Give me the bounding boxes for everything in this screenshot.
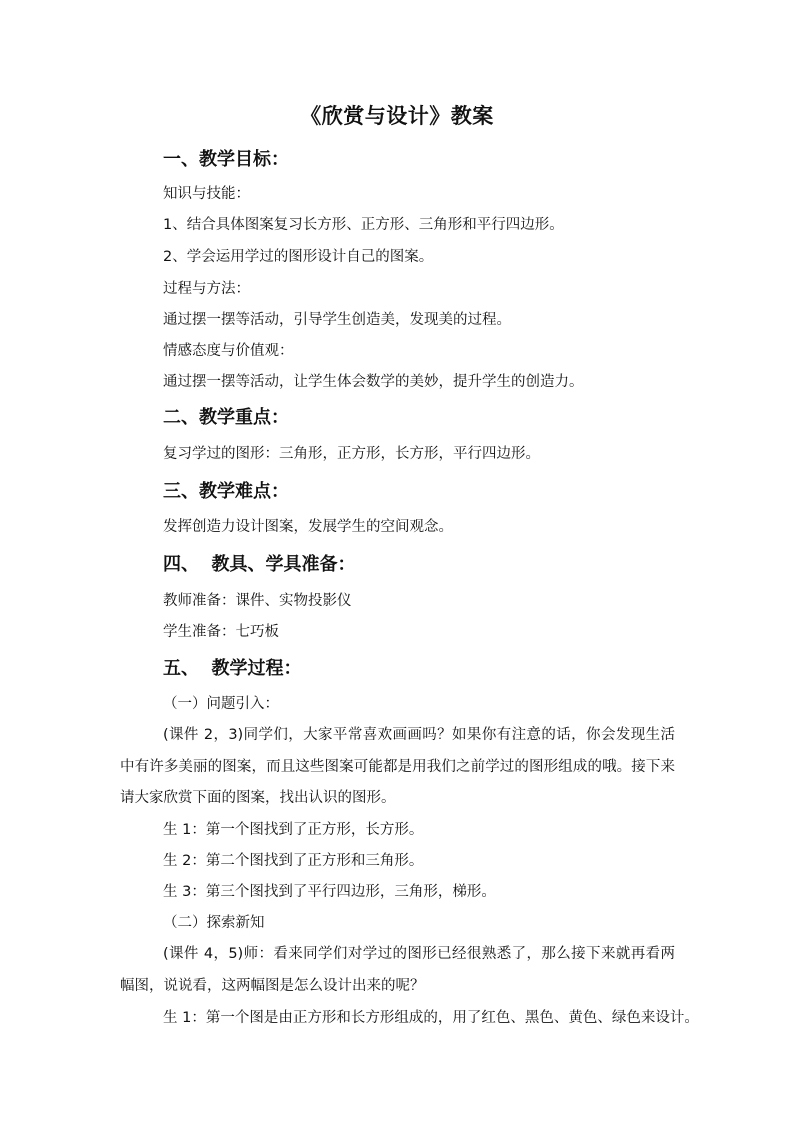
part1-title: （一）问题引入： xyxy=(163,696,279,712)
teacher-materials: 教师准备：课件、实物投影仪 xyxy=(163,593,352,609)
difficulties-text: 发挥创造力设计图案，发展学生的空间观念。 xyxy=(163,519,453,535)
emotion-label: 情感态度与价值观： xyxy=(163,343,294,359)
knowledge-item-1: 1、结合具体图案复习长方形、正方形、三角形和平行四边形。 xyxy=(163,217,564,233)
section-heading-key-points: 二、教学重点： xyxy=(163,407,289,428)
key-points-text: 复习学过的图形：三角形，正方形，长方形，平行四边形。 xyxy=(163,446,540,462)
section-heading-process: 五、 教学过程： xyxy=(163,658,302,679)
emotion-text: 通过摆一摆等活动，让学生体会数学的美妙，提升学生的创造力。 xyxy=(163,374,584,390)
knowledge-item-2: 2、学会运用学过的图形设计自己的图案。 xyxy=(163,249,434,265)
section-heading-goals: 一、教学目标： xyxy=(163,149,289,170)
part2-paragraph: (课件 4，5)师：看来同学们对学过的图形已经很熟悉了，那么接下来就再看两幅图，说说看，这两幅图是怎么设计出来的呢？ xyxy=(120,946,675,994)
student-answer-2: 生 2：第二个图找到了正方形和三角形。 xyxy=(163,853,424,869)
section-heading-difficulties: 三、教学难点： xyxy=(163,481,289,502)
process-text: 通过摆一摆等活动，引导学生创造美，发现美的过程。 xyxy=(163,312,511,328)
student-materials: 学生准备：七巧板 xyxy=(163,624,279,640)
student-answer-1: 生 1：第一个图找到了正方形，长方形。 xyxy=(163,822,424,838)
student-answer-3: 生 3：第三个图找到了平行四边形，三角形，梯形。 xyxy=(163,884,496,900)
page-title: 《欣赏与设计》教案 xyxy=(300,104,494,128)
student-answer-1b: 生 1：第一个图是由正方形和长方形组成的，用了红色、黑色、黄色、绿色来设计。 xyxy=(163,1010,699,1026)
part1-paragraph: (课件 2，3)同学们，大家平常喜欢画画吗？如果你有注意的话，你会发现生活中有许多美丽的图案，而且这些图案可能都是用我们之前学过的图形组成的哦。接下来请大家欣赏下面的图案，找出认识的图形。 xyxy=(120,727,675,806)
part2-title: （二）探索新知 xyxy=(163,915,265,931)
process-label: 过程与方法： xyxy=(163,281,250,297)
section-heading-materials: 四、 教具、学具准备： xyxy=(163,554,356,575)
knowledge-label: 知识与技能： xyxy=(163,186,250,202)
